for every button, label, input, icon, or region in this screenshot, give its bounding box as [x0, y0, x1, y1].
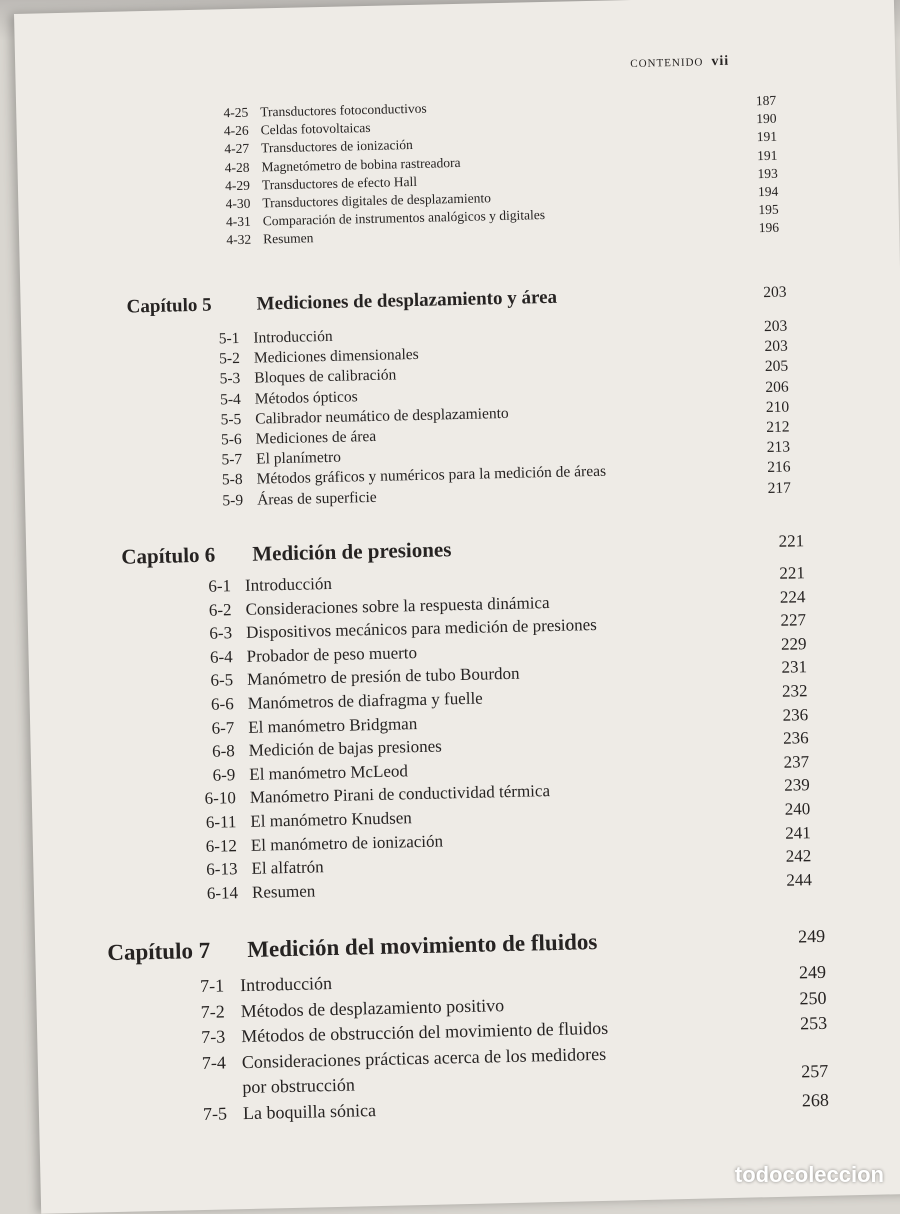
- section-page-number: 203: [763, 317, 788, 336]
- section-number: 5-5: [220, 410, 242, 429]
- section-number: 6-8: [211, 741, 235, 761]
- section-number: 6-3: [209, 623, 233, 643]
- section-number: 4-25: [223, 104, 249, 121]
- section-page-number: 241: [785, 822, 811, 843]
- section-page-number: 229: [780, 633, 807, 654]
- chapter-label: Capítulo 6: [121, 542, 216, 569]
- section-page-number: 224: [779, 586, 806, 607]
- section-page-number: 194: [757, 183, 779, 200]
- section-title: El manómetro Bridgman: [248, 713, 418, 737]
- section-page-number: 236: [782, 704, 809, 725]
- section-title: Transductores de ionización: [260, 137, 413, 156]
- section-title: Métodos gráficos y numéricos para la medición de áreas: [256, 463, 607, 489]
- toc-entry: [21, 316, 861, 348]
- section-number: 5-4: [219, 390, 241, 409]
- section-page-number: 210: [765, 398, 790, 416]
- section-number: 5-1: [218, 329, 240, 348]
- section-title: Resumen: [263, 230, 314, 247]
- chapter-title: Medición de presiones: [252, 537, 452, 566]
- section-title: Dispositivos mecánicos para medición de presiones: [245, 615, 598, 643]
- header-page-number: vii: [711, 53, 730, 70]
- section-page-number: 190: [756, 110, 777, 127]
- section-number: 5-8: [221, 471, 243, 489]
- chapter-title: Medición del movimiento de fluidos: [246, 929, 598, 962]
- chapter-section: [20, 280, 860, 509]
- section-title: Introducción: [244, 573, 333, 595]
- chapter-page-number: 221: [778, 531, 805, 551]
- section-title: Áreas de superficie: [256, 488, 377, 509]
- section-number: 5-7: [221, 451, 243, 469]
- header-label: CONTENIDO: [630, 56, 704, 71]
- section-title: La boquilla sónica: [242, 1099, 377, 1123]
- watermark: todocoleccion: [734, 1162, 884, 1187]
- section-page-number: 196: [758, 220, 780, 236]
- section-number: 7-2: [200, 1000, 225, 1022]
- chapter-section: [26, 528, 866, 903]
- section-title: Transductores digitales de desplazamiento: [262, 190, 492, 211]
- section-page-number: 240: [784, 799, 811, 819]
- chapter-label: Capítulo 5: [126, 294, 212, 318]
- section-number: 6-11: [205, 812, 237, 832]
- section-page-number: 237: [783, 751, 810, 772]
- section-title: Magnetómetro de bobina rastreadora: [261, 154, 461, 175]
- section-title: Consideraciones prácticas acerca de los medidores: [241, 1043, 607, 1072]
- toc-entry: [31, 751, 871, 785]
- section-number: 6-14: [206, 882, 239, 903]
- toc-entry: [39, 1088, 879, 1124]
- chapter-title: Mediciones de desplazamiento y área: [256, 286, 558, 315]
- chapter-label: Capítulo 7: [107, 937, 211, 966]
- section-number: 6-4: [209, 647, 233, 667]
- section-title: El manómetro Knudsen: [250, 808, 413, 831]
- section-page-number: 195: [758, 201, 779, 218]
- section-number: 6-6: [210, 694, 234, 714]
- toc-entry: [36, 986, 876, 1022]
- section-page-number: 212: [766, 418, 790, 437]
- section-number: 6-10: [204, 788, 237, 809]
- section-title: Introducción: [253, 327, 333, 347]
- section-page-number: 216: [767, 458, 791, 477]
- section-title: Manómetro Pirani de conductividad térmica: [249, 781, 551, 808]
- section-number: 6-13: [206, 859, 238, 880]
- toc-entry: [31, 727, 871, 761]
- toc-entry: [34, 869, 874, 903]
- section-title: Transductores fotoconductivos: [260, 100, 427, 120]
- section-page-number: 232: [781, 681, 808, 701]
- section-title: Transductores de efecto Hall: [261, 173, 418, 193]
- section-page-number: 213: [766, 438, 791, 457]
- section-title: Mediciones de área: [255, 427, 377, 448]
- section-title: El manómetro de ionización: [250, 831, 444, 855]
- section-title-continued: por obstrucción: [242, 1074, 356, 1098]
- section-number: 6-9: [212, 764, 236, 785]
- section-page-number: 205: [764, 357, 789, 376]
- section-title: Consideraciones sobre la respuesta dinámica: [245, 592, 550, 619]
- section-number: 4-26: [223, 122, 249, 139]
- section-number: 4-32: [226, 232, 252, 248]
- section-page-number: 242: [785, 846, 812, 866]
- chapter-section: [35, 923, 875, 1124]
- section-number: 7-4: [201, 1051, 227, 1073]
- toc-entry: [17, 127, 857, 157]
- section-title: Introducción: [239, 973, 333, 996]
- section-number: 4-30: [225, 195, 251, 212]
- section-title: Celdas fotovoltaicas: [260, 120, 371, 138]
- section-page-number: 249: [798, 961, 827, 983]
- section-title: Manómetro de presión de tubo Bourdon: [246, 664, 520, 690]
- section-page-number: 268: [801, 1089, 830, 1110]
- section-page-number: 191: [756, 147, 778, 163]
- section-title: Medición de bajas presiones: [248, 736, 443, 761]
- section-page-number: 203: [764, 337, 788, 356]
- section-number: 6-5: [210, 670, 234, 691]
- section-number: 4-31: [225, 213, 251, 230]
- section-page-number: 193: [757, 165, 778, 181]
- section-title: Resumen: [251, 881, 316, 902]
- chapter-page-number: 203: [763, 283, 787, 302]
- section-title: Métodos de obstrucción del movimiento de fluidos: [241, 1017, 609, 1047]
- running-header: [630, 54, 729, 72]
- section-title: El alfatrón: [251, 857, 324, 879]
- section-number: 6-12: [205, 835, 238, 856]
- continued-section: [16, 91, 856, 248]
- section-number: 4-27: [224, 141, 250, 157]
- section-number: 5-9: [222, 491, 244, 509]
- section-title: El planímetro: [255, 448, 342, 468]
- section-page-number: 239: [783, 775, 810, 796]
- section-number: 6-1: [208, 576, 232, 596]
- section-title: Probador de peso muerto: [246, 642, 418, 666]
- section-page-number: 231: [781, 657, 808, 678]
- section-number: 5-6: [220, 430, 242, 449]
- section-title: Manómetros de diafragma y fuelle: [247, 688, 483, 713]
- section-number: 7-1: [199, 975, 225, 997]
- section-page-number: 227: [780, 610, 807, 630]
- section-page-number: 250: [799, 987, 827, 1008]
- section-title: El manómetro McLeod: [249, 761, 409, 784]
- section-number: 4-28: [224, 159, 250, 175]
- section-number: 4-29: [225, 177, 251, 194]
- section-title: Métodos ópticos: [254, 387, 358, 408]
- chapter-page-number: 249: [797, 925, 826, 947]
- section-number: 5-3: [219, 370, 241, 388]
- section-page-number: 236: [782, 728, 809, 748]
- section-title: Comparación de instrumentos analógicos y digitales: [262, 207, 546, 229]
- section-title: Bloques de calibración: [254, 366, 397, 388]
- section-page-number: 191: [756, 129, 778, 145]
- section-page-number: 244: [786, 869, 813, 890]
- section-title: Métodos de desplazamiento positivo: [240, 994, 505, 1021]
- section-page-number: 221: [779, 563, 806, 583]
- section-number: 5-2: [219, 350, 241, 368]
- book-page: [14, 0, 900, 1214]
- section-number: 7-5: [202, 1102, 228, 1124]
- section-number: 7-3: [201, 1026, 226, 1048]
- section-page-number: 206: [765, 378, 789, 396]
- section-page-number: 257: [800, 1061, 829, 1082]
- section-number: 6-2: [208, 599, 232, 620]
- section-page-number: 253: [799, 1012, 828, 1034]
- section-number: 6-7: [211, 717, 235, 738]
- section-page-number: 187: [755, 92, 777, 109]
- section-title: Calibrador neumático de desplazamiento: [255, 404, 509, 428]
- section-page-number: 217: [767, 479, 792, 497]
- section-title: Mediciones dimensionales: [253, 346, 419, 367]
